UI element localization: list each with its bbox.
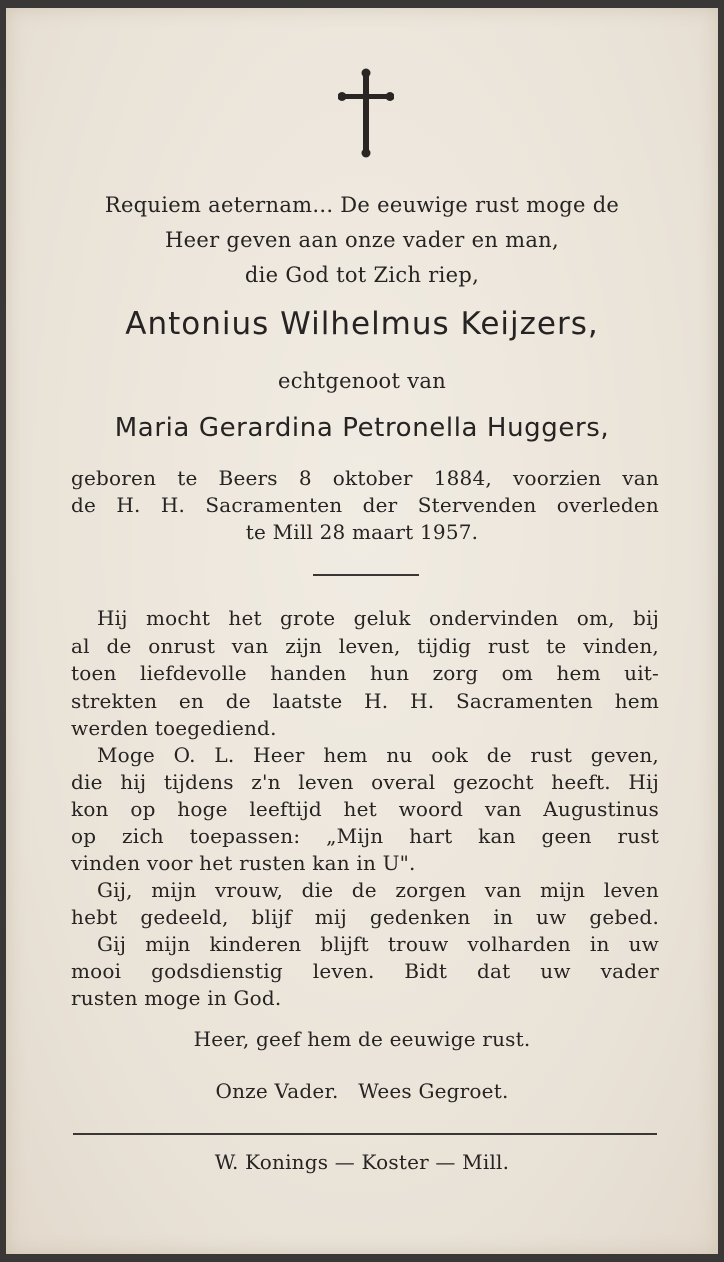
body-line-12: hebt gedeeld, blijf mij gedenken in uw gebed.: [71, 905, 659, 929]
intro-line-2: Heer geven aan onze vader en man,: [165, 228, 559, 252]
body-line-11: Gij, mijn vrouw, die de zorgen van mijn leven: [97, 878, 659, 902]
deceased-name: Antonius Wilhelmus Keijzers,: [125, 306, 599, 342]
intro-line-3: die God tot Zich riep,: [244, 263, 480, 287]
body-line-13: Gij mijn kinderen blijft trouw volharden in uw: [97, 932, 659, 956]
printer-line: W. Konings — Koster — Mill.: [214, 1150, 510, 1174]
body-line-3: toen liefdevolle handen hun zorg om hem uit-: [71, 661, 659, 685]
body-line-9: op zich toepassen: „Mijn hart kan geen rust: [71, 824, 659, 848]
body-line-14: mooi godsdienstig leven. Bidt dat uw vader: [71, 959, 659, 983]
body-line-5: werden toegediend.: [71, 716, 277, 740]
life-details-line-2: de H. H. Sacramenten der Stervenden overleden: [71, 493, 659, 517]
latin-cross-icon: [338, 68, 394, 158]
body-line-1: Hij mocht het grote geluk ondervinden om, bij: [97, 606, 659, 630]
body-line-2: al de onrust van zijn leven, tijdig rust te vinden,: [71, 634, 659, 658]
body-line-15: rusten moge in God.: [71, 986, 282, 1010]
body-line-8: kon op hoge leeftijd het woord van Augustinus: [71, 797, 659, 821]
life-details-line-1: geboren te Beers 8 oktober 1884, voorzien van: [71, 466, 659, 490]
closing-prayer: Heer, geef hem de eeuwige rust.: [193, 1027, 531, 1051]
spouse-name: Maria Gerardina Petronella Huggers,: [114, 413, 610, 443]
divider-long: [73, 1133, 657, 1135]
body-line-7: die hij tijdens z'n leven overal gezocht heeft. Hij: [71, 770, 659, 794]
life-details-line-3: te Mill 28 maart 1957.: [245, 520, 479, 544]
relation-text: echtgenoot van: [277, 369, 447, 393]
divider-short: [313, 574, 419, 576]
body-line-6: Moge O. L. Heer hem nu ook de rust geven,: [97, 743, 659, 767]
body-line-10: vinden voor het rusten kan in U".: [71, 851, 416, 875]
body-line-4: strekten en de laatste H. H. Sacramenten hem: [71, 689, 659, 713]
intro-line-1: Requiem aeternam... De eeuwige rust moge de: [104, 193, 620, 217]
prayers-line: Onze Vader. Wees Gegroet.: [215, 1079, 509, 1103]
